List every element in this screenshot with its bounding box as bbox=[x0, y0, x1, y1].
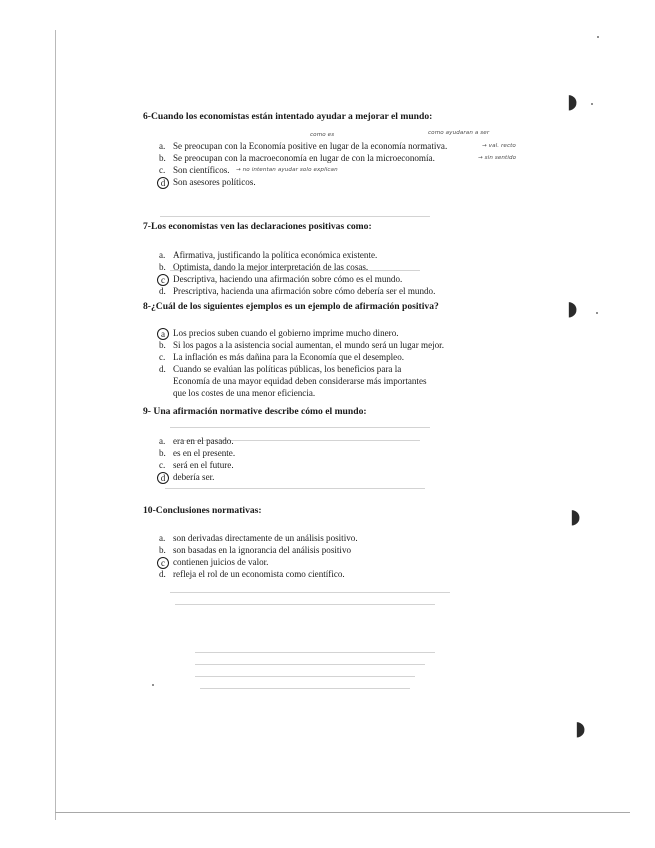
question-9-option-c bbox=[159, 460, 539, 472]
option-letter: b. bbox=[159, 340, 166, 350]
option-text: Los precios suben cuando el gobierno imprime mucho dinero. bbox=[173, 328, 399, 338]
option-text: Son asesores políticos. bbox=[173, 177, 256, 187]
option-text: debería ser. bbox=[173, 472, 215, 482]
option-text: Si los pagos a la asistencia social aumentan, el mundo será un lugar mejor. bbox=[173, 340, 444, 350]
question-10-option-d bbox=[159, 569, 539, 581]
option-letter: a. bbox=[159, 141, 166, 151]
option-text: Optimista, dando la mejor interpretación de las cosas. bbox=[173, 262, 369, 272]
option-text: son derivadas directamente de un análisis positivo. bbox=[173, 533, 358, 543]
option-text: son basadas en la ignorancia del análisis positivo bbox=[173, 545, 352, 555]
question-7-option-c bbox=[159, 274, 539, 286]
question-9-option-b bbox=[159, 448, 539, 460]
question-8-option-d bbox=[159, 364, 439, 399]
handwritten-note: → sin sentido bbox=[478, 155, 517, 161]
question-7-option-a bbox=[159, 250, 539, 262]
option-letter bbox=[159, 177, 173, 190]
option-letter: d. bbox=[159, 569, 166, 579]
option-letter bbox=[159, 274, 173, 287]
page-left-edge bbox=[55, 30, 56, 820]
option-letter: a. bbox=[159, 533, 166, 543]
option-letter: b. bbox=[159, 448, 166, 458]
option-letter: c. bbox=[159, 460, 166, 470]
bleed-through-mark bbox=[160, 216, 430, 217]
question-9-option-a bbox=[159, 436, 539, 448]
option-letter: d. bbox=[159, 286, 166, 296]
option-text: Son científicos. bbox=[173, 165, 230, 175]
circled-answer-mark: c bbox=[157, 557, 169, 569]
option-letter: d. bbox=[159, 364, 166, 374]
circled-answer-mark: c bbox=[157, 274, 169, 286]
question-8-option-a bbox=[159, 328, 539, 340]
scan-speck bbox=[591, 103, 593, 105]
option-text: será en el future. bbox=[173, 460, 234, 470]
option-letter: c. bbox=[159, 352, 166, 362]
question-6-option-d bbox=[159, 177, 539, 189]
circled-answer-mark: a bbox=[157, 328, 169, 340]
question-9-title: 9- Una afirmación normative describe cómo el mundo: bbox=[143, 406, 367, 417]
option-text: era en el pasado. bbox=[173, 436, 234, 446]
circled-answer-mark: d bbox=[157, 177, 169, 189]
question-8-option-c bbox=[159, 352, 539, 364]
bleed-through-mark bbox=[165, 488, 425, 489]
binder-hole-icon: ◗ bbox=[575, 716, 586, 740]
option-text: Descriptiva, haciendo una afirmación sobre cómo es el mundo. bbox=[173, 274, 403, 284]
option-letter bbox=[159, 472, 173, 485]
circled-answer-mark: d bbox=[157, 472, 169, 484]
question-10-option-a bbox=[159, 533, 539, 545]
option-text: es en el presente. bbox=[173, 448, 236, 458]
bleed-through-mark bbox=[170, 427, 430, 428]
question-8-option-b bbox=[159, 340, 539, 352]
handwritten-note: → no intentan ayudar solo explican bbox=[236, 167, 338, 173]
option-text: contienen juicios de valor. bbox=[173, 557, 269, 567]
option-text: Cuando se evalúan las políticas públicas, los beneficios para la Economía de una mayor equidad deben considerarse más importantes que los costes de una menor eficiencia. bbox=[173, 364, 427, 398]
option-text: Afirmativa, justificando la política económica existente. bbox=[173, 250, 378, 260]
question-6-option-c bbox=[159, 165, 539, 177]
page-bottom-edge bbox=[55, 812, 630, 813]
bleed-through-mark bbox=[195, 676, 415, 677]
option-letter: b. bbox=[159, 545, 166, 555]
scan-speck bbox=[596, 312, 598, 314]
bleed-through-mark bbox=[195, 664, 425, 665]
bleed-through-mark bbox=[195, 652, 435, 653]
option-text: Se preocupan con la Economía positive en lugar de la economía normativa. bbox=[173, 141, 448, 151]
question-7-title: 7-Los economistas ven las declaraciones positivas como: bbox=[143, 221, 372, 232]
option-letter: a. bbox=[159, 436, 166, 446]
question-9-option-d bbox=[159, 472, 539, 484]
scan-speck bbox=[597, 36, 599, 38]
handwritten-note: como ayudaran a ser bbox=[428, 130, 490, 136]
option-text: Prescriptiva, hacienda una afirmación sobre cómo debería ser el mundo. bbox=[173, 286, 436, 296]
bleed-through-mark bbox=[200, 688, 410, 689]
handwritten-note: como es bbox=[310, 132, 335, 138]
option-letter bbox=[159, 557, 173, 570]
option-letter bbox=[159, 328, 173, 341]
question-7-option-d bbox=[159, 286, 539, 298]
binder-hole-icon: ◗ bbox=[567, 296, 578, 320]
question-6-title: 6-Cuando los economistas están intentado ayudar a mejorar el mundo: bbox=[143, 111, 433, 122]
question-10-option-b bbox=[159, 545, 539, 557]
bleed-through-mark bbox=[170, 592, 450, 593]
bleed-through-mark bbox=[175, 604, 435, 605]
scan-speck bbox=[152, 684, 154, 686]
option-letter: c. bbox=[159, 165, 166, 175]
binder-hole-icon: ◗ bbox=[570, 504, 581, 528]
question-7-option-b bbox=[159, 262, 539, 274]
binder-hole-icon: ◗ bbox=[567, 89, 578, 113]
option-letter: a. bbox=[159, 250, 166, 260]
option-text: La inflación es más dañina para la Economía que el desempleo. bbox=[173, 352, 405, 362]
option-text: refleja el rol de un economista como científico. bbox=[173, 569, 345, 579]
option-letter: b. bbox=[159, 262, 166, 272]
handwritten-note: → val. recto bbox=[482, 143, 516, 149]
question-8-title: 8-¿Cuál de los siguientes ejemplos es un ejemplo de afirmación positiva? bbox=[143, 301, 439, 312]
question-10-title: 10-Conclusiones normativas: bbox=[143, 505, 262, 516]
question-10-option-c bbox=[159, 557, 539, 569]
option-letter: b. bbox=[159, 153, 166, 163]
option-text: Se preocupan con la macroeconomía en lugar de con la microeconomía. bbox=[173, 153, 435, 163]
